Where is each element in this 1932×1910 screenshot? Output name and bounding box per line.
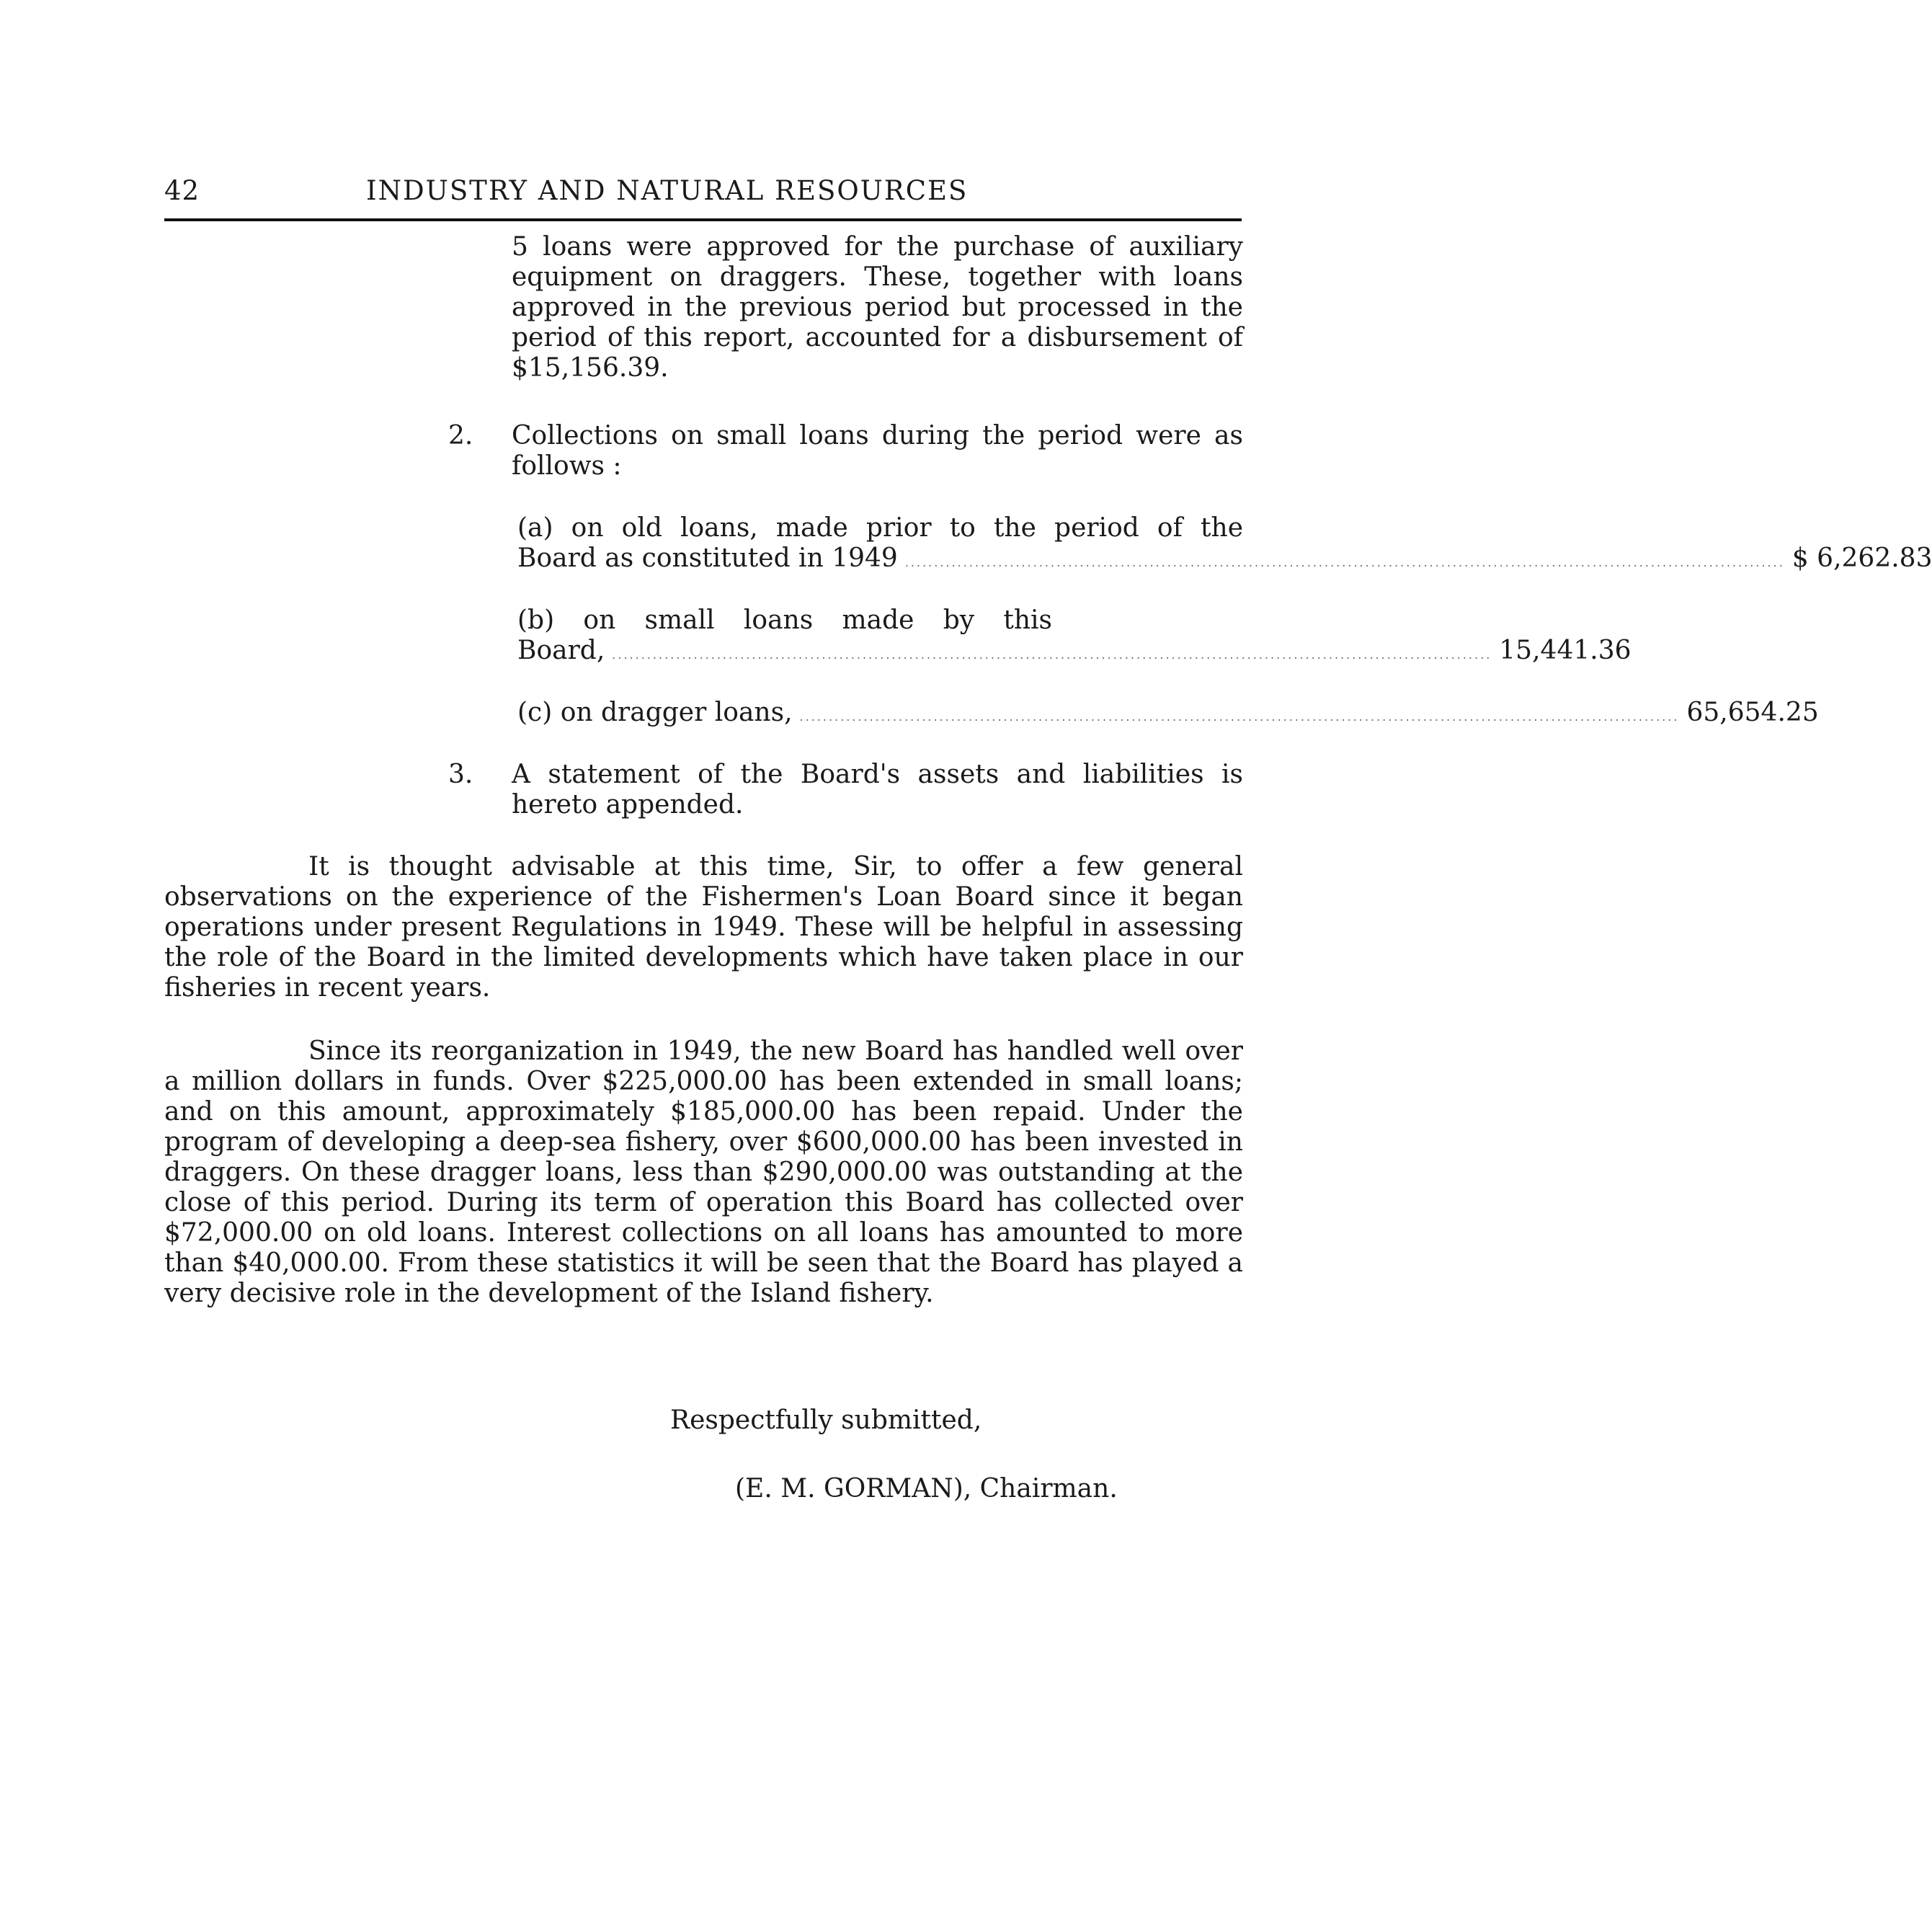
- page-number: 42: [164, 175, 200, 206]
- dot-leader: .......................................................................................................................................................: [612, 648, 1492, 662]
- collection-a-label: Board as constituted in 1949: [517, 543, 898, 573]
- collection-b-label: Board,: [517, 636, 605, 665]
- collection-c-entry: [517, 698, 1819, 732]
- page-header: [164, 175, 1242, 221]
- collection-b-amount: 15,441.36: [1499, 636, 1631, 665]
- dot-leader: .......................................................................................................................................................: [799, 710, 1680, 724]
- collection-a-entry: [517, 543, 1932, 578]
- item-2-number: 2.: [448, 421, 473, 450]
- item-2-text: Collections on small loans during the period were as follows :: [512, 421, 1243, 481]
- running-title: INDUSTRY AND NATURAL RESOURCES: [366, 175, 969, 206]
- collection-a-line1: (a) on old loans, made prior to the period of the: [517, 513, 1243, 543]
- item-1-text: 5 loans were approved for the purchase of auxiliary equipment on draggers. These, together with loans approved in the previous period but processed in the period of this report, accounted for a disbursement of $15,156.39.: [512, 232, 1243, 383]
- body-paragraph-1: It is thought advisable at this time, Sir, to offer a few general observations on the experience of the Fishermen's Loan Board since it began operations under present Regulations in 1949. These will be helpful in assessing the role of the Board in the limited developments which have taken place in our fisheries in recent years.: [164, 852, 1243, 1003]
- signature: (E. M. GORMAN), Chairman.: [735, 1474, 1118, 1503]
- collection-c-label: (c) on dragger loans,: [517, 698, 793, 727]
- collection-b-line1: (b) on small loans made by this: [517, 605, 1052, 635]
- body-paragraph-2: Since its reorganization in 1949, the new Board has handled well over a million dollars in funds. Over $225,000.00 has been extended in small loans; and on this amount, approximately $185,000.00 has been repaid. Under the program of developing a deep-sea fishery, over $600,000.00 has been invested in draggers. On these dragger loans, less than $290,000.00 was outstanding at the close of this period. During its term of operation this Board has collected over $72,000.00 on old loans. Interest collections on all loans has amounted to more than $40,000.00. From these statistics it will be seen that the Board has played a very decisive role in the development of the Island fishery.: [164, 1036, 1243, 1308]
- closing-salutation: Respectfully submitted,: [670, 1405, 982, 1435]
- collection-a-amount: $ 6,262.83: [1791, 543, 1932, 573]
- dot-leader: .......................................................................................................................................................: [904, 556, 1785, 569]
- item-3-number: 3.: [448, 760, 473, 789]
- collection-c-amount: 65,654.25: [1686, 698, 1819, 727]
- item-3-text: A statement of the Board's assets and liabilities is hereto appended.: [512, 760, 1243, 819]
- collection-b-entry: [517, 636, 1631, 670]
